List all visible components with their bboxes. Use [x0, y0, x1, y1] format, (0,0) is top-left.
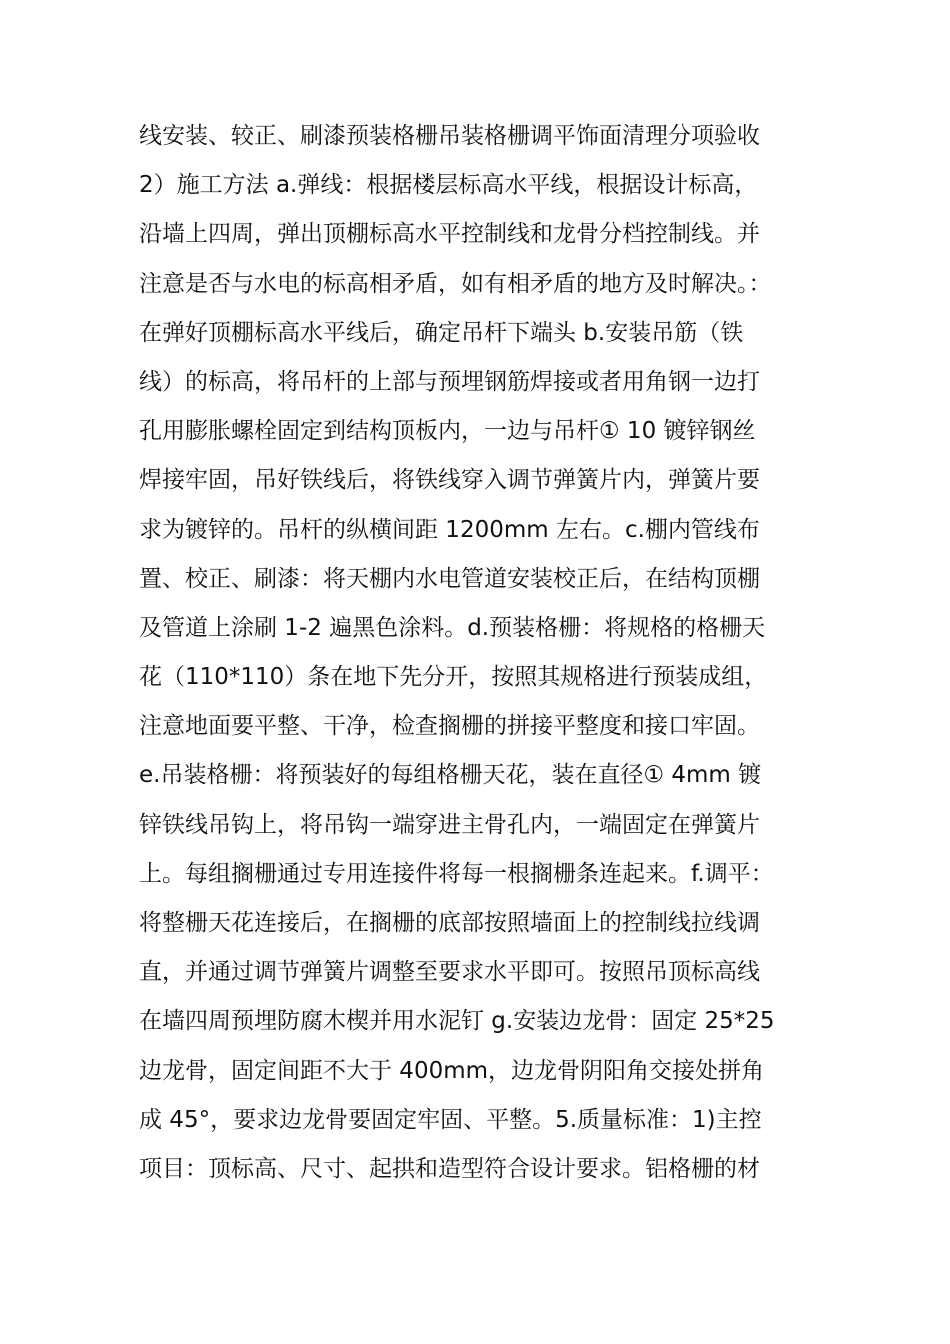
text-line: 注意地面要平整、干净，检查搁栅的拼接平整度和接口牢固。 [139, 713, 760, 740]
text-line: e.吊装格栅：将预装好的每组格栅天花，装在直径① 4mm 镀 [139, 762, 762, 789]
text-line: 将整栅天花连接后，在搁栅的底部按照墙面上的控制线拉线调 [139, 910, 760, 936]
text-line: 及管道上涂刷 1-2 遍黑色涂料。d.预装格栅：将规格的格栅天 [139, 614, 766, 641]
text-line: 在弹好顶棚标高水平线后，确定吊杆下端头 b.安装吊筋（铁 [139, 319, 744, 346]
text-line: 线）的标高，将吊杆的上部与预埋钢筋焊接或者用角钢一边打 [139, 368, 760, 395]
text-line: 沿墙上四周，弹出顶棚标高水平控制线和龙骨分档控制线。并 [139, 221, 760, 248]
text-line: 孔用膨胀螺栓固定到结构顶板内，一边与吊杆① 10 镀锌钢丝 [139, 418, 756, 445]
text-line: 注意是否与水电的标高相矛盾，如有相矛盾的地方及时解决。： [139, 270, 772, 297]
text-line: 2）施工方法 a.弹线：根据楼层标高水平线，根据设计标高， [139, 172, 758, 199]
text-line: 锌铁线吊钩上，将吊钩一端穿进主骨孔内，一端固定在弹簧片 [139, 811, 760, 838]
text-line: 焊接牢固，吊好铁线后，将铁线穿入调节弹簧片内，弹簧片要 [139, 467, 760, 494]
text-line: 边龙骨，固定间距不大于 400mm，边龙骨阴阳角交接处拼角 [139, 1057, 765, 1084]
text-line: 上。每组搁栅通过专用连接件将每一根搁栅条连起来。f.调平： [139, 860, 774, 887]
text-line: 项目：顶标高、尺寸、起拱和造型符合设计要求。铝格栅的材 [139, 1155, 760, 1182]
text-line: 线安装、较正、刷漆预装格栅吊装格栅调平饰面清理分项验收 [139, 123, 760, 149]
text-line: 花（110*110）条在地下先分开，按照其规格进行预装成组， [139, 664, 768, 691]
text-line: 在墙四周预埋防腐木楔并用水泥钉 g.安装边龙骨：固定 25*25 [139, 1008, 775, 1035]
text-line: 成 45°，要求边龙骨要固定牢固、平整。5.质量标准：1)主控 [139, 1106, 762, 1133]
text-line: 求为镀锌的。吊杆的纵横间距 1200mm 左右。c.棚内管线布 [139, 516, 760, 543]
text-line: 直，并通过调节弹簧片调整至要求水平即可。按照吊顶标高线 [139, 959, 760, 986]
body-text [139, 112, 819, 1194]
text-line: 置、校正、刷漆：将天棚内水电管道安装校正后，在结构顶棚 [139, 565, 760, 592]
